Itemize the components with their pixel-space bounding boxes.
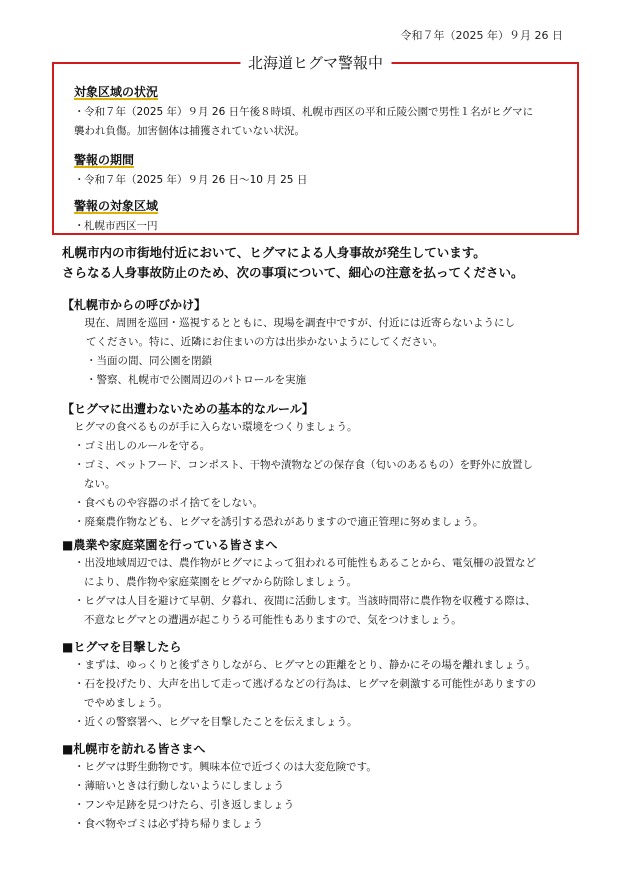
list-item: ・食べ物やゴミは必ず持ち帰りましょう — [74, 818, 263, 830]
section-if-sighted — [62, 638, 582, 732]
alert-line: ・令和７年（2025 年）９月 26 日午後８時頃、札幌市西区の平和丘陵公園で男性１名がヒグマに — [74, 106, 534, 118]
list-item: ・ゴミ、ペットフード、コンポスト、干物や漬物などの保存食（匂いのあるもの）を野外に放置し — [74, 459, 534, 471]
alert-heading: 対象区域の状況 — [74, 85, 159, 99]
section-heading: 【ヒグマに出遭わないための基本的なルール】 — [62, 402, 314, 416]
list-item: ・廃棄農作物なども、ヒグマを誘引する恐れがありますので適正管理に努めましょう。 — [74, 516, 484, 528]
section-heading: 【札幌市からの呼びかけ】 — [62, 298, 207, 312]
list-item: ・フンや足跡を見つけたら、引き返しましょう — [74, 799, 295, 811]
alert-line: ・令和７年（2025 年）９月 26 日～10 月 25 日 — [74, 174, 308, 186]
list-item: ・出没地域周辺では、農作物がヒグマによって狙われる可能性もあることから、電気柵の設置など — [74, 557, 536, 569]
list-item-continued: 不意なヒグマとの遭遇が起こりうる可能性もありますので、気をつけましょう。 — [84, 614, 462, 626]
intro-line: さらなる人身事故防止のため、次の事項について、細心の注意を払ってください。 — [62, 265, 524, 280]
paragraph: 現在、周囲を巡回・巡視するとともに、現場を調査中ですが、付近には近寄らないようにし — [84, 317, 515, 329]
list-item: ・ヒグマは人目を避けて早朝、夕暮れ、夜間に活動します。当該時間帯に農作物を収穫する際は、 — [74, 595, 536, 607]
section-heading: ■ヒグマを目撃したら — [62, 640, 182, 654]
list-item: ・近くの警察署へ、ヒグマを目撃したことを伝えましょう。 — [74, 716, 358, 728]
section-city-call — [62, 296, 582, 390]
list-item: ・ゴミ出しのルールを守る。 — [74, 440, 211, 452]
alert-line: 襲われ負傷。加害個体は捕獲されていない状況。 — [74, 125, 305, 137]
list-item: ・薄暗いときは行動しないようにしましょう — [74, 780, 284, 792]
section-farmers — [62, 536, 582, 630]
list-item: ・石を投げたり、大声を出して走って逃げるなどの行為は、ヒグマを刺激する可能性がありますの — [74, 678, 536, 690]
intro-line: 札幌市内の市街地付近において、ヒグマによる人身事故が発生しています。 — [62, 245, 486, 260]
section-basic-rules — [62, 400, 582, 532]
paragraph: ヒグマの食べるものが手に入らない環境をつくりましょう。 — [74, 421, 358, 433]
list-item: ・警察、札幌市で公園周辺のパトロールを実施 — [86, 374, 307, 386]
alert-heading: 警報の期間 — [74, 153, 135, 167]
alert-section-situation — [74, 83, 563, 141]
list-item: ・当面の間、同公園を閉鎖 — [86, 355, 212, 367]
alert-title: 北海道ヒグマ警報中 — [240, 52, 391, 73]
list-item-continued: でやめましょう。 — [84, 697, 168, 709]
section-heading: ■札幌市を訪れる皆さまへ — [62, 742, 206, 756]
issue-date: 令和７年（2025 年）９月 26 日 — [400, 29, 563, 42]
list-item: ・食べものや容器のポイ捨てをしない。 — [74, 497, 263, 509]
list-item: ・ヒグマは野生動物です。興味本位で近づくのは大変危険です。 — [74, 761, 377, 773]
list-item-continued: により、農作物や家庭菜園をヒグマから防除しましょう。 — [84, 576, 357, 588]
section-heading: ■農業や家庭菜園を行っている皆さまへ — [62, 538, 278, 552]
intro-message — [62, 243, 582, 283]
list-item-continued: ない。 — [84, 478, 116, 490]
alert-section-period — [74, 151, 563, 190]
alert-line: ・札幌市西区一円 — [74, 220, 158, 232]
section-visitors — [62, 740, 582, 834]
alert-section-area — [74, 197, 563, 236]
paragraph: てください。特に、近隣にお住まいの方は出歩かないようにしてください。 — [86, 336, 443, 348]
alert-heading: 警報の対象区域 — [74, 199, 159, 213]
alert-box — [52, 54, 579, 235]
list-item: ・まずは、ゆっくりと後ずさりしながら、ヒグマとの距離をとり、静かにその場を離れましょう。 — [74, 659, 536, 671]
